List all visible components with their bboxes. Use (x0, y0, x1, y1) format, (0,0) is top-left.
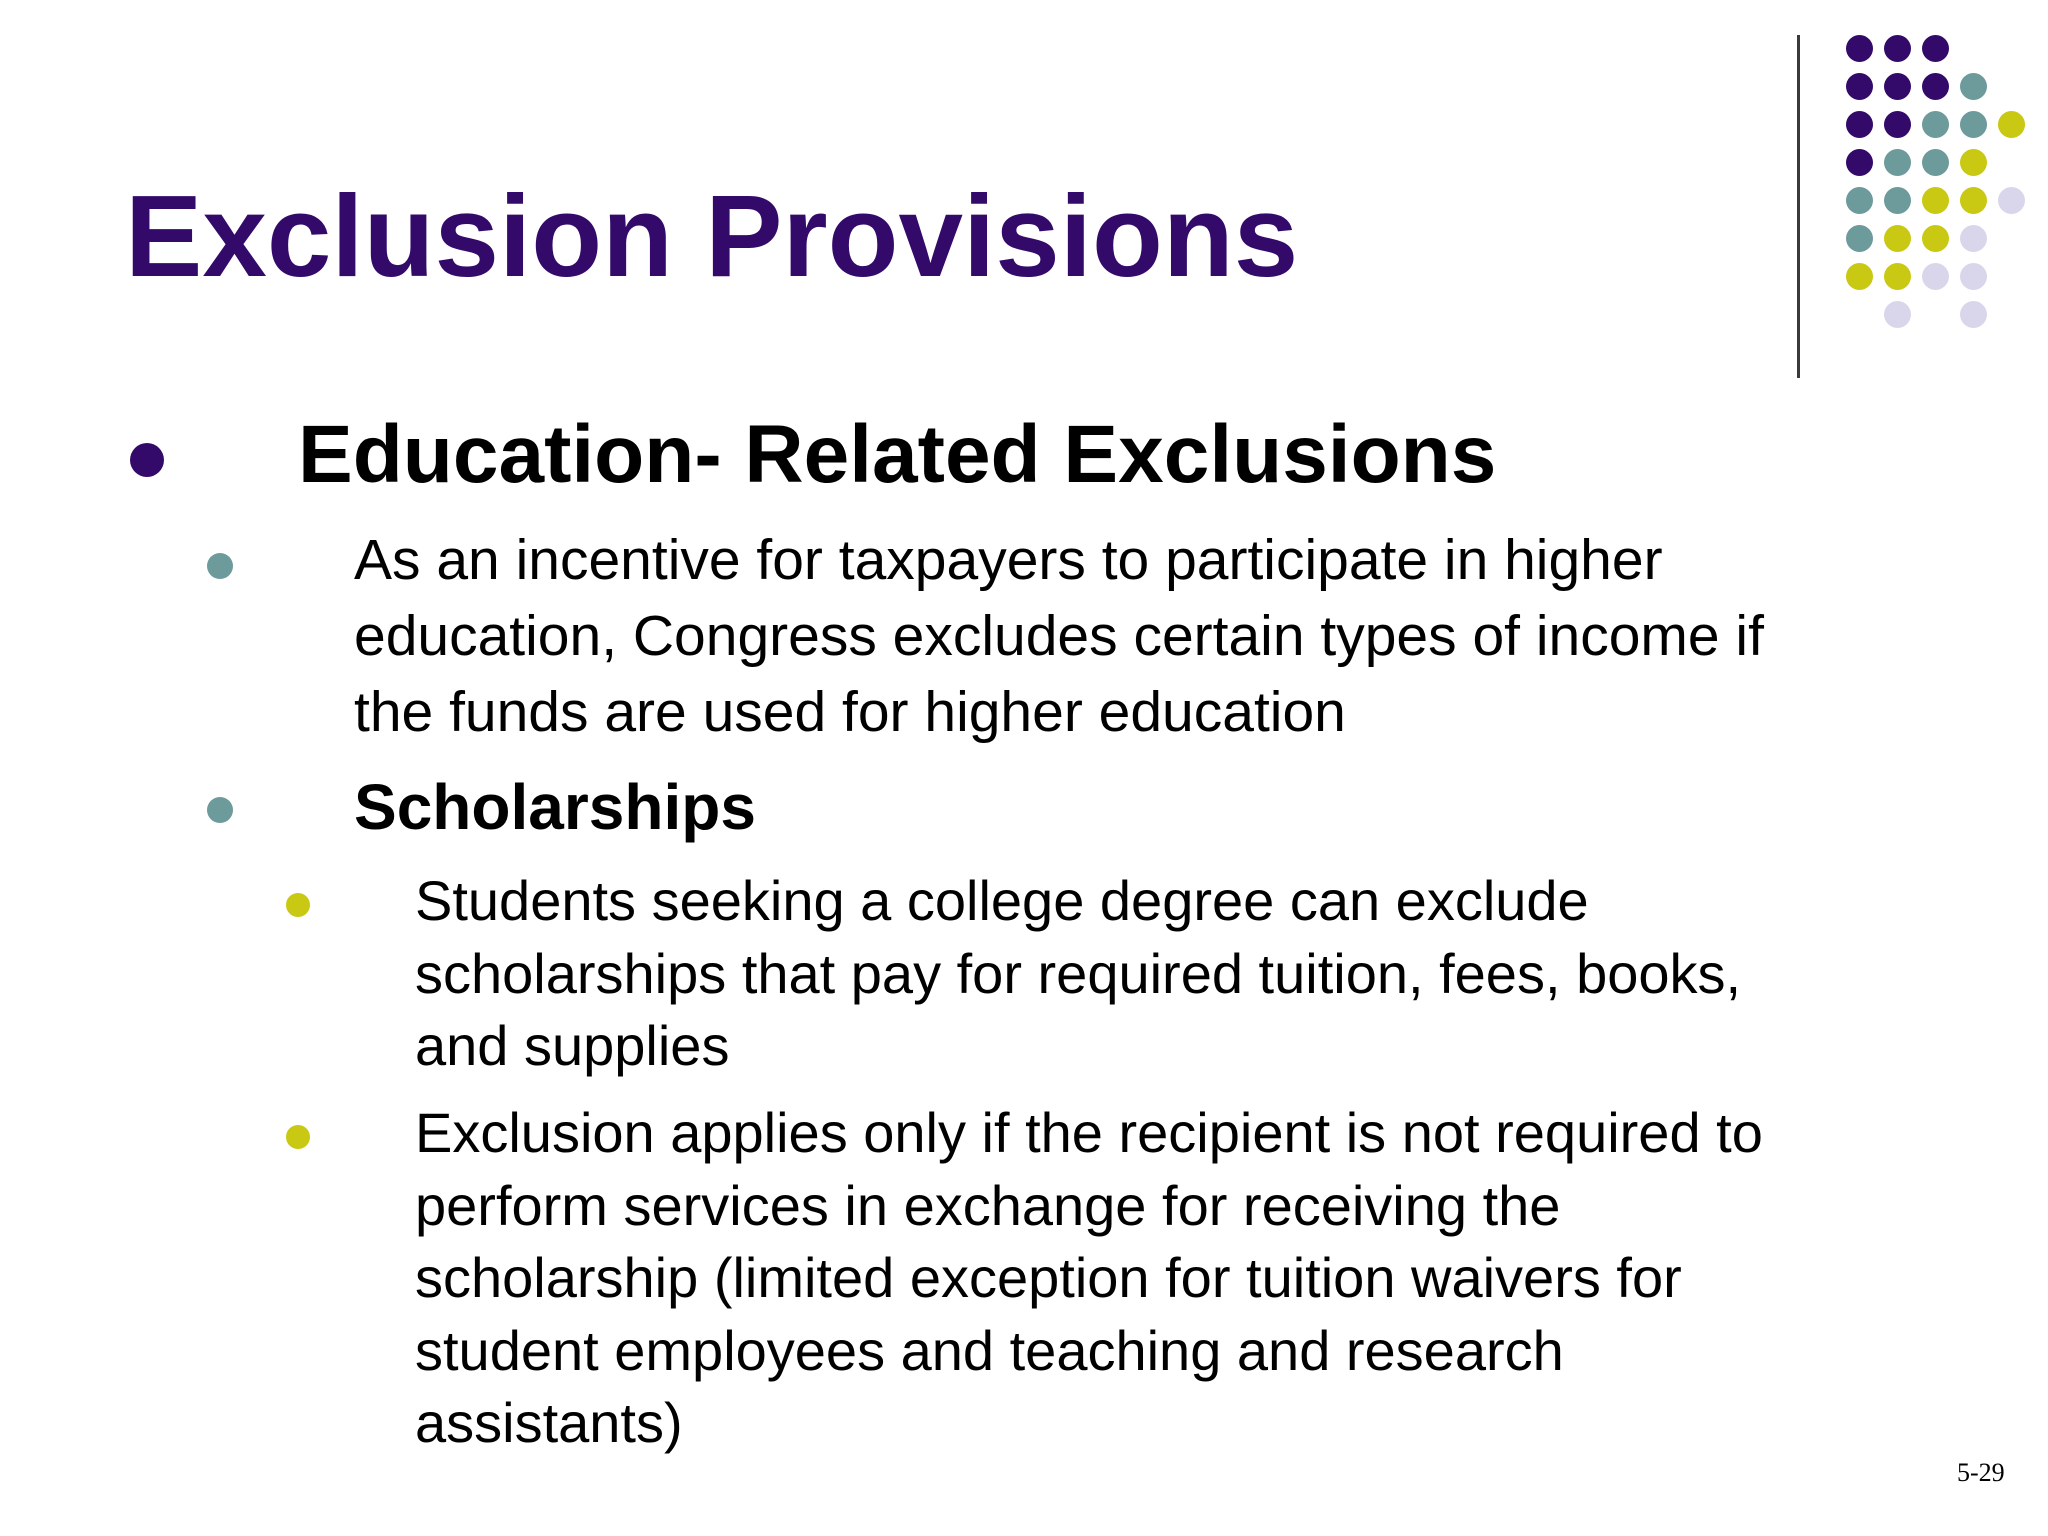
bullet-dot (130, 443, 164, 477)
decor-dot (1960, 187, 1987, 214)
decor-dot (1846, 73, 1873, 100)
bullet-dot (286, 893, 310, 917)
paragraph-line: and supplies (415, 1014, 730, 1077)
decor-dot (1960, 301, 1987, 328)
decor-dot (1960, 263, 1987, 290)
decor-dot (1922, 225, 1949, 252)
decor-dot (1998, 111, 2025, 138)
paragraph-line: education, Congress excludes certain types of income if (354, 604, 1764, 668)
paragraph-line: assistants) (415, 1391, 683, 1454)
decor-dot (1922, 149, 1949, 176)
decor-dot (1884, 149, 1911, 176)
bullet-dot (207, 553, 233, 579)
decor-dot (1884, 225, 1911, 252)
decor-dot (1884, 263, 1911, 290)
bullet-dot (286, 1125, 310, 1149)
decor-dot (1884, 187, 1911, 214)
decor-dot (1960, 149, 1987, 176)
paragraph-line: Students seeking a college degree can exclude (415, 869, 1589, 932)
paragraph-line: the funds are used for higher education (354, 680, 1346, 744)
paragraph-line: scholarship (limited exception for tuition waivers for (415, 1246, 1682, 1309)
decor-dot (1922, 263, 1949, 290)
decor-dot (1846, 263, 1873, 290)
decor-dot (1922, 73, 1949, 100)
decor-dot (1922, 111, 1949, 138)
decor-dot (1884, 35, 1911, 62)
paragraph-line: scholarships that pay for required tuition, fees, books, (415, 941, 1742, 1005)
decor-dot (1884, 301, 1911, 328)
decor-dot (1960, 111, 1987, 138)
bullet-paragraph (415, 865, 1741, 1083)
decor-dot (1960, 73, 1987, 100)
paragraph-line: Exclusion applies only if the recipient is not required to (415, 1101, 1763, 1164)
bullet-heading-education-exclusions: Education- Related Exclusions (298, 409, 1497, 500)
decor-dot (1846, 35, 1873, 62)
decor-dot (1960, 225, 1987, 252)
bullet-paragraph (354, 522, 1764, 750)
title-divider-line (1797, 35, 1800, 378)
decor-dot (1846, 149, 1873, 176)
paragraph-line: perform services in exchange for receiving the (415, 1173, 1561, 1237)
decor-dot (1846, 187, 1873, 214)
paragraph-line: student employees and teaching and research (415, 1318, 1564, 1382)
decor-dot (1846, 225, 1873, 252)
bullet-paragraph (415, 1097, 1763, 1460)
paragraph-line: As an incentive for taxpayers to participate in higher (354, 528, 1663, 592)
decor-dot (1884, 111, 1911, 138)
bullet-dot (207, 797, 233, 823)
decor-dot (1884, 73, 1911, 100)
decor-dot (1922, 187, 1949, 214)
page-number: 5-29 (1957, 1458, 2005, 1487)
decor-dot (1998, 187, 2025, 214)
decor-dot (1846, 111, 1873, 138)
bullet-heading-scholarships: Scholarships (354, 771, 756, 843)
slide-title: Exclusion Provisions (125, 171, 1299, 301)
decor-dot (1922, 35, 1949, 62)
